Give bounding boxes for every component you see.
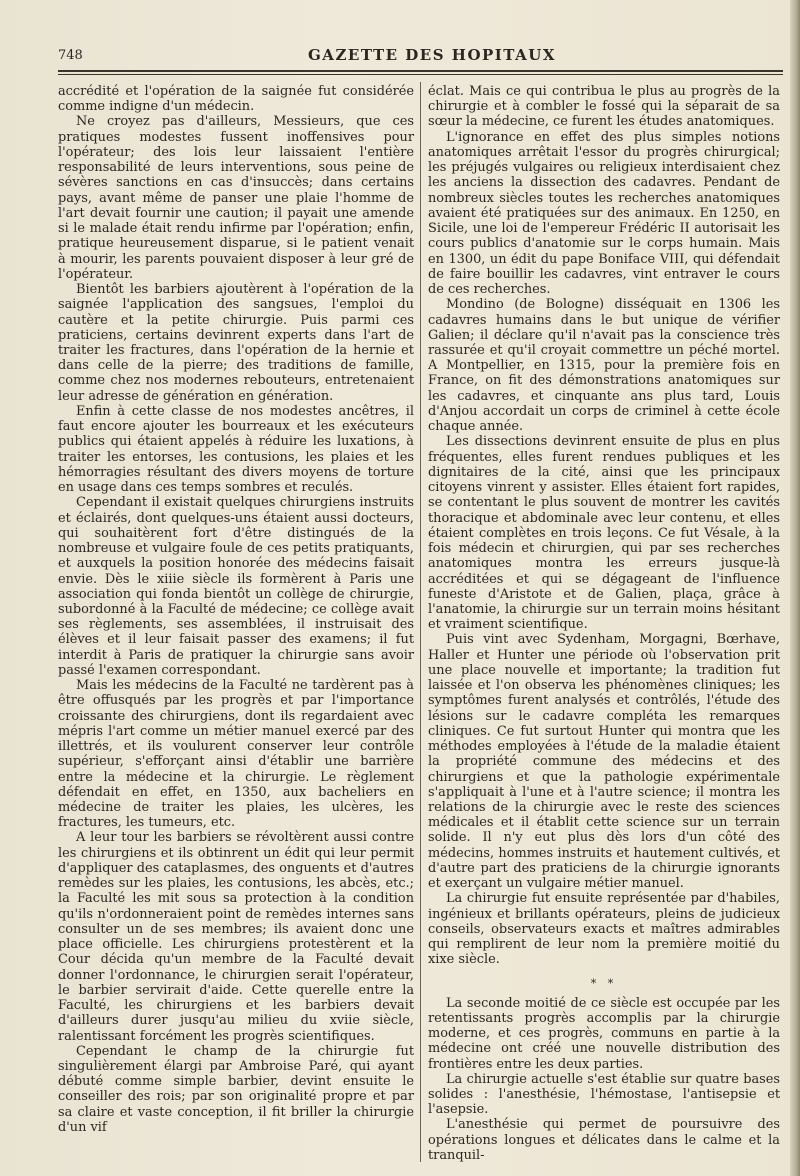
paragraph: Mais les médecins de la Faculté ne tardèrent pas à être offusqués par les progrès et par l'importance croissante des chirurgiens, dont ils regardaient avec mépris l'art comme un métier manuel exercé par des illettrés, et ils voulurent conserver leur contrôle supérieur, s'efforçant ainsi d'établir une barrière entre la médecine et la chirurgie. Le règlement défendait en effet, en 1350, aux bacheliers en médecine de traiter les plaies, les ulcères, les fractures, les tumeurs, etc. (58, 678, 414, 831)
paragraph: Ne croyez pas d'ailleurs, Messieurs, que ces pratiques modestes fussent inoffensives pour l'opérateur; des lois leur laissaient l'entière responsabilité de leurs interventions, sous peine de sévères sanctions en cas d'insuccès; dans certains pays, avant même de panser une plaie l'homme de l'art devait fournir une caution; il payait une amende si le malade était rendu infirme par l'opération; enfin, pratique heureusement disparue, si le patient venait à mourir, les parents pouvaient disposer à leur gré de l'opérateur. (58, 114, 414, 282)
header-rule-thick (58, 70, 783, 72)
paragraph: Cependant il existait quelques chirurgiens instruits et éclairés, dont quelques-uns étaient aussi docteurs, qui souhaitèrent fort d'être distingués de la nombreuse et vulgaire foule de ces petits pratiquants, et auxquels la position honorée des médecins faisait envie. Dès le xiiie siècle ils formèrent à Paris une association qui fonda bientôt un collège de chirurgie, subordonné à la Faculté de médecine; ce collège avait ses règlements, ses assemblées, il instruisait des élèves et il leur faisait passer des examens; il fut interdit à Paris de pratiquer la chirurgie sans avoir passé l'examen correspondant. (58, 495, 414, 678)
section-separator: * * (590, 976, 618, 990)
column-divider (420, 82, 421, 1162)
paragraph: Enfin à cette classe de nos modestes ancêtres, il faut encore ajouter les bourreaux et les exécuteurs publics qui étaient appelés à réduire les luxations, à traiter les entorses, les contusions, les plaies et les hémorragies résultant des divers moyens de torture en usage dans ces temps sombres et reculés. (58, 403, 414, 496)
page-header (58, 40, 783, 70)
paragraph: La chirurgie actuelle s'est établie sur quatre bases solides : l'anesthésie, l'hémostase, l'antisepsie et l'asepsie. (428, 1071, 780, 1118)
paragraph: Mondino (de Bologne) disséquait en 1306 les cadavres humains dans le but unique de vérifier Galien; il déclare qu'il n'avait pas la conscience très rassurée et qu'il croyait commettre un péché mortel. A Montpellier, en 1315, pour la première fois en France, on fit des démonstrations anatomiques sur les cadavres, et cinquante ans plus tard, Louis d'Anjou accordait un corps de criminel à cette école chaque année. (428, 297, 780, 435)
paragraph: accrédité et l'opération de la saignée fut considérée comme indigne d'un médecin. (58, 84, 414, 115)
paragraph: Les dissections devinrent ensuite de plus en plus fréquentes, elles furent rendues publiques et les dignitaires de la cité, ainsi que les principaux citoyens vinrent y assister. Elles étaient fort rapides, se contentant le plus souvent de montrer les cavités thoracique et abdominale avec leur contenu, et elles étaient complètes en trois leçons. Ce fut Vésale, à la fois médecin et chirurgien, qui par ses recherches anatomiques montra les erreurs jusque-là accréditées et qui se dégageant de l'influence funeste d'Aristote et de Galien, plaça, grâce à l'anatomie, la chirurgie sur un terrain moins hésitant et vraiment scientifique. (428, 434, 780, 633)
paragraph: éclat. Mais ce qui contribua le plus au progrès de la chirurgie et à combler le fossé qui la séparait de sa sœur la médecine, ce furent les études anatomiques. (428, 84, 780, 130)
left-column (58, 84, 414, 1135)
paragraph: L'ignorance en effet des plus simples notions anatomiques arrêtait l'essor du progrès chirurgical; les préjugés vulgaires ou religieux interdisaient chez les anciens la dissection des cadavres. Pendant de nombreux siècles toutes les recherches anatomiques avaient été pratiquées sur des animaux. En 1250, en Sicile, une loi de l'empereur Frédéric II autorisait les cours publics d'anatomie sur le corps humain. Mais en 1300, un édit du pape Boniface VIII, qui défendait de faire bouillir les cadavres, vint entraver le cours de ces recherches. (428, 129, 780, 298)
paragraph: Bientôt les barbiers ajoutèrent à l'opération de la saignée l'application des sangsues, l'emploi du cautère et la petite chirurgie. Puis parmi ces praticiens, certains devinrent experts dans l'art de traiter les fractures, dans l'opération de la hernie et dans celle de la pierre; des traditions de famille, comme chez nos modernes rebouteurs, entretenaient leur adresse de génération en génération. (58, 282, 414, 404)
journal-title: GAZETTE DES HOPITAUX (308, 46, 557, 64)
page-number: 748 (58, 48, 83, 63)
right-column (428, 84, 780, 1163)
paragraph: A leur tour les barbiers se révoltèrent aussi contre les chirurgiens et ils obtinrent un édit qui leur permit d'appliquer des cataplasmes, des onguents et d'autres remèdes sur les plaies, les contusions, les abcès, etc.; la Faculté les mit sous sa protection à la condition qu'ils n'ordonneraient point de remèdes internes sans consulter un de ses membres; ils avaient donc une place officielle. Les chirurgiens protestèrent et la Cour décida qu'un membre de la Faculté devait donner l'ordonnance, le chirurgien serait l'opérateur, le barbier servirait d'aide. Cette querelle entre la Faculté, les chirurgiens et les barbiers devait d'ailleurs durer jusqu'au milieu du xviie siècle, ralentissant forcément les progrès scientifiques. (58, 830, 414, 1044)
header-rule-thin (58, 74, 783, 75)
paragraph: L'anesthésie qui permet de poursuivre des opérations longues et délicates dans le calme et la tranquil- (428, 1117, 780, 1163)
paragraph: Puis vint avec Sydenham, Morgagni, Bœrhave, Haller et Hunter une période où l'observation prit une place nouvelle et importante; la tradition fut laissée et l'on observa les phénomènes cliniques; les symptômes furent analysés et contrôlés, l'étude des lésions sur le cadavre compléta les remarques cliniques. Ce fut surtout Hunter qui montra que les méthodes employées à l'étude de la maladie étaient la propriété commune des médecins et des chirurgiens et que la pathologie expérimentale s'appliquait à l'une et à l'autre science; il montra les relations de la chirurgie avec le reste des sciences médicales et il établit cette science sur un terrain solide. Il n'y eut plus dès lors d'un côté des médecins, hommes instruits et hautement cultivés, et d'autre part des praticiens de la chirurgie ignorants et exerçant un vulgaire métier manuel. (428, 632, 780, 892)
page-binding-edge (790, 0, 800, 1176)
paragraph: La seconde moitié de ce siècle est occupée par les retentissants progrès accomplis par la chirurgie moderne, et ces progrès, communs en partie à la médecine ont créé une nouvelle distribution des frontières entre les deux parties. (428, 995, 780, 1072)
paragraph: La chirurgie fut ensuite représentée par d'habiles, ingénieux et brillants opérateurs, pleins de judicieux conseils, observateurs exacts et maîtres admirables qui remplirent de leur nom la première moitié du xixe siècle. (428, 891, 780, 968)
paragraph: Cependant le champ de la chirurgie fut singulièrement élargi par Ambroise Paré, qui ayant débuté comme simple barbier, devint ensuite le conseiller des rois; par son originalité propre et par sa claire et vaste conception, il fit briller la chirurgie d'un vif (58, 1043, 414, 1135)
